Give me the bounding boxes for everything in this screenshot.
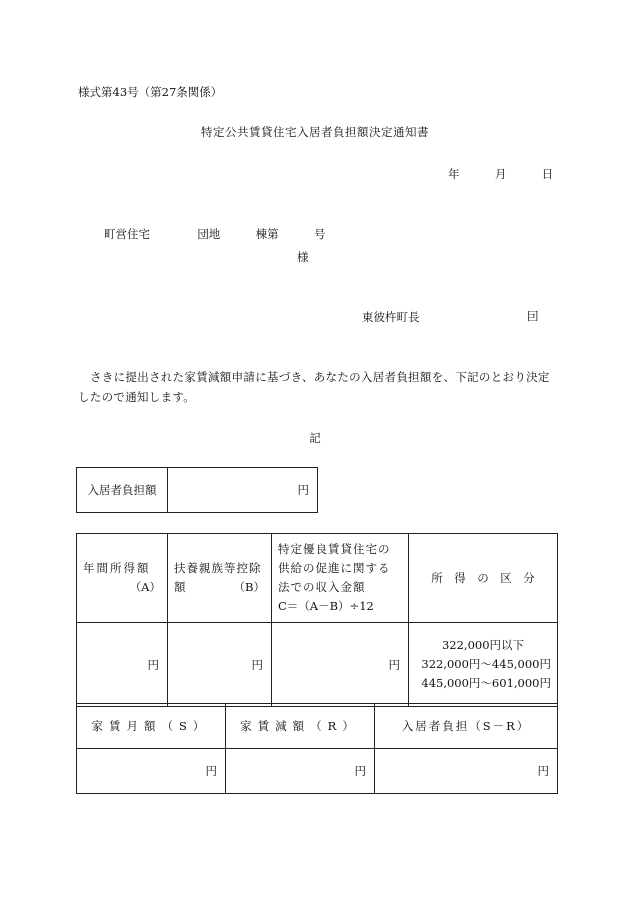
address-prefix: 町営住宅 xyxy=(104,227,150,241)
table-row xyxy=(77,623,558,707)
ki-heading: 記 xyxy=(309,431,321,445)
dependent-deduction-field[interactable]: 円 xyxy=(168,623,272,707)
burden-amount-field[interactable]: 円 xyxy=(168,468,318,513)
income-amount-header: 特定優良賃貸住宅の供給の促進に関する法での収入金額 C＝（A－B）÷12 xyxy=(272,534,409,623)
rent-reduction-header: 家賃減額（R） xyxy=(226,704,375,749)
category-option[interactable]: 322,000円以下 xyxy=(441,638,525,652)
monthly-rent-header: 家賃月額（S） xyxy=(77,704,226,749)
income-table xyxy=(76,533,558,707)
form-number: 様式第43号（第27条関係） xyxy=(78,85,223,99)
income-category-options xyxy=(409,623,558,707)
document-title: 特定公共賃貸住宅入居者負担額決定通知書 xyxy=(201,125,429,139)
tenant-burden-field[interactable]: 円 xyxy=(375,749,558,794)
category-option[interactable]: 322,000円～445,000円 xyxy=(421,657,551,671)
recipient-honorific: 様 xyxy=(297,250,309,264)
date-month: 月 xyxy=(494,167,507,181)
dependent-deduction-header: 扶養親族等控除額 （B） xyxy=(168,534,272,623)
table-row xyxy=(77,749,558,794)
tenant-burden-header: 入居者負担（S－R） xyxy=(375,704,558,749)
address-gou: 号 xyxy=(313,227,326,241)
address-line xyxy=(104,226,325,242)
annual-income-header: 年間所得額 （A） xyxy=(77,534,168,623)
address-tou: 棟第 xyxy=(255,227,279,241)
table-row xyxy=(77,534,558,623)
income-category-header: 所 得 の 区 分 xyxy=(409,534,558,623)
issuer-name: 東彼杵町長 xyxy=(362,310,420,324)
income-amount-field[interactable]: 円 xyxy=(272,623,409,707)
category-option[interactable]: 445,000円～601,000円 xyxy=(421,676,551,690)
address-danchi: 団地 xyxy=(197,227,221,241)
rent-table xyxy=(76,703,558,794)
body-text: さきに提出された家賃減額申請に基づき、あなたの入居者負担額を、下記のとおり決定したので通知します。 xyxy=(78,370,550,404)
date-year: 年 xyxy=(448,167,460,181)
burden-label: 入居者負担額 xyxy=(77,468,168,513)
monthly-rent-field[interactable]: 円 xyxy=(77,749,226,794)
burden-table xyxy=(76,467,318,513)
date-line xyxy=(448,166,553,182)
table-row xyxy=(77,704,558,749)
annual-income-field[interactable]: 円 xyxy=(77,623,168,707)
seal-mark: 囙 xyxy=(527,309,539,323)
date-day: 日 xyxy=(541,167,554,181)
rent-reduction-field[interactable]: 円 xyxy=(226,749,375,794)
